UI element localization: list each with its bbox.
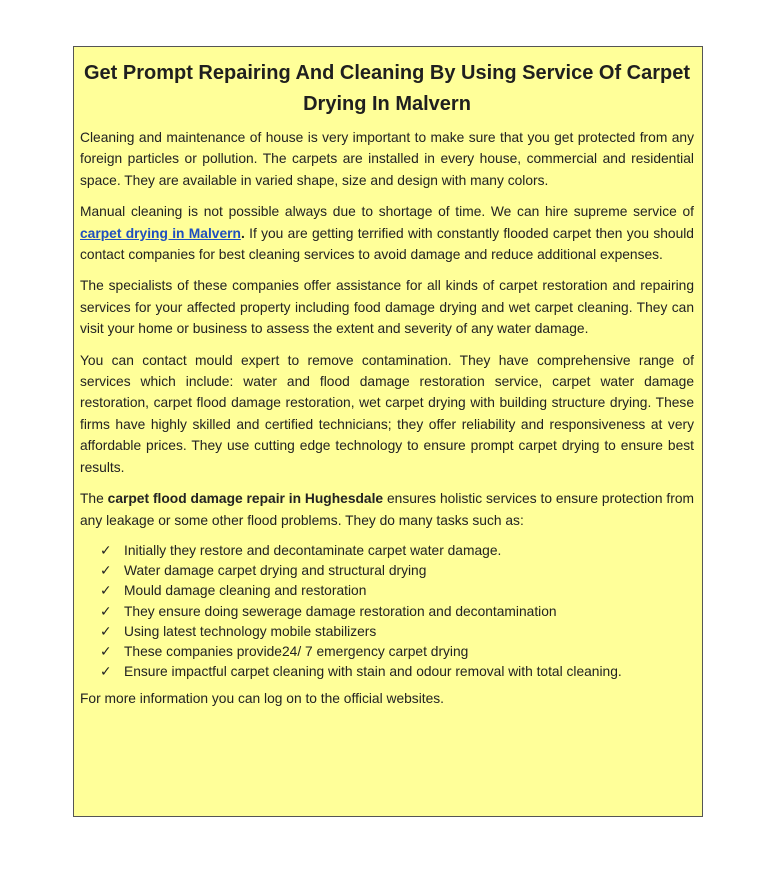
list-item (100, 622, 694, 642)
paragraph-4: You can contact mould expert to remove contamination. They have comprehensive range of services which include: water and flood damage restoration service, carpet water damage restoration, carpet flood damage restoration, wet carpet drying with building structure drying. These firms have highly skilled and certified technicians; they offer reliability and responsiveness at very affordable prices. They use cutting edge technology to ensure prompt carpet drying to ensure best results. (80, 352, 694, 475)
list-item-text: These companies provide24/ 7 emergency carpet drying (124, 643, 469, 659)
paragraph-2-dot: . (240, 225, 245, 241)
page-title: Get Prompt Repairing And Cleaning By Using Service Of Carpet Drying In Malvern (83, 62, 691, 115)
list-item (100, 602, 694, 622)
checkmark-icon: ✓ (100, 664, 112, 680)
list-item (100, 561, 694, 581)
list-item-text: Water damage carpet drying and structural drying (124, 563, 427, 579)
checkmark-icon: ✓ (100, 603, 112, 619)
paragraph-2-text-before: Manual cleaning is not possible always due to shortage of time. We can hire supreme service of (80, 204, 694, 220)
checkmark-icon: ✓ (100, 583, 112, 599)
carpet-drying-link[interactable]: carpet drying in Malvern (80, 225, 241, 241)
paragraph-5-text-before: The (80, 491, 108, 507)
list-item (100, 541, 694, 561)
carpet-flood-repair-bold: carpet flood damage repair in Hughesdale (107, 491, 384, 507)
list-item-text: Using latest technology mobile stabilizers (124, 623, 377, 639)
list-item-text: Initially they restore and decontaminate carpet water damage. (124, 542, 502, 558)
list-item (100, 662, 694, 682)
closing-line: For more information you can log on to the official websites. (80, 691, 445, 707)
checkmark-icon: ✓ (100, 643, 112, 659)
list-item-text: Ensure impactful carpet cleaning with stain and odour removal with total cleaning. (124, 664, 622, 680)
paragraph-3: The specialists of these companies offer assistance for all kinds of carpet restoration and repairing services for your affected property including food damage drying and wet carpet cleaning. They can visit your home or business to assess the extent and severity of any water damage. (80, 278, 694, 337)
document-page (73, 46, 703, 817)
checkmark-icon: ✓ (100, 623, 112, 639)
checkmark-icon: ✓ (100, 542, 112, 558)
checkmark-icon: ✓ (100, 563, 112, 579)
paragraph-5 (80, 488, 694, 531)
paragraph-2 (80, 201, 694, 265)
list-item (100, 581, 694, 601)
checklist (100, 541, 694, 682)
list-item-text: They ensure doing sewerage damage restoration and decontamination (124, 603, 557, 619)
paragraph-2-text-after: If you are getting terrified with constantly flooded carpet then you should contact companies for best cleaning services to avoid damage and reduce additional expenses. (80, 225, 694, 263)
paragraph-5-text-after: ensures holistic services to ensure protection from any leakage or some other flood problems. They do many tasks such as: (80, 491, 694, 528)
paragraph-1: Cleaning and maintenance of house is very important to make sure that you get protected from any foreign particles or pollution. The carpets are installed in every house, commercial and residential space. They are available in varied shape, size and design with many colors. (80, 130, 694, 188)
list-item-text: Mould damage cleaning and restoration (124, 583, 367, 599)
list-item (100, 642, 694, 662)
